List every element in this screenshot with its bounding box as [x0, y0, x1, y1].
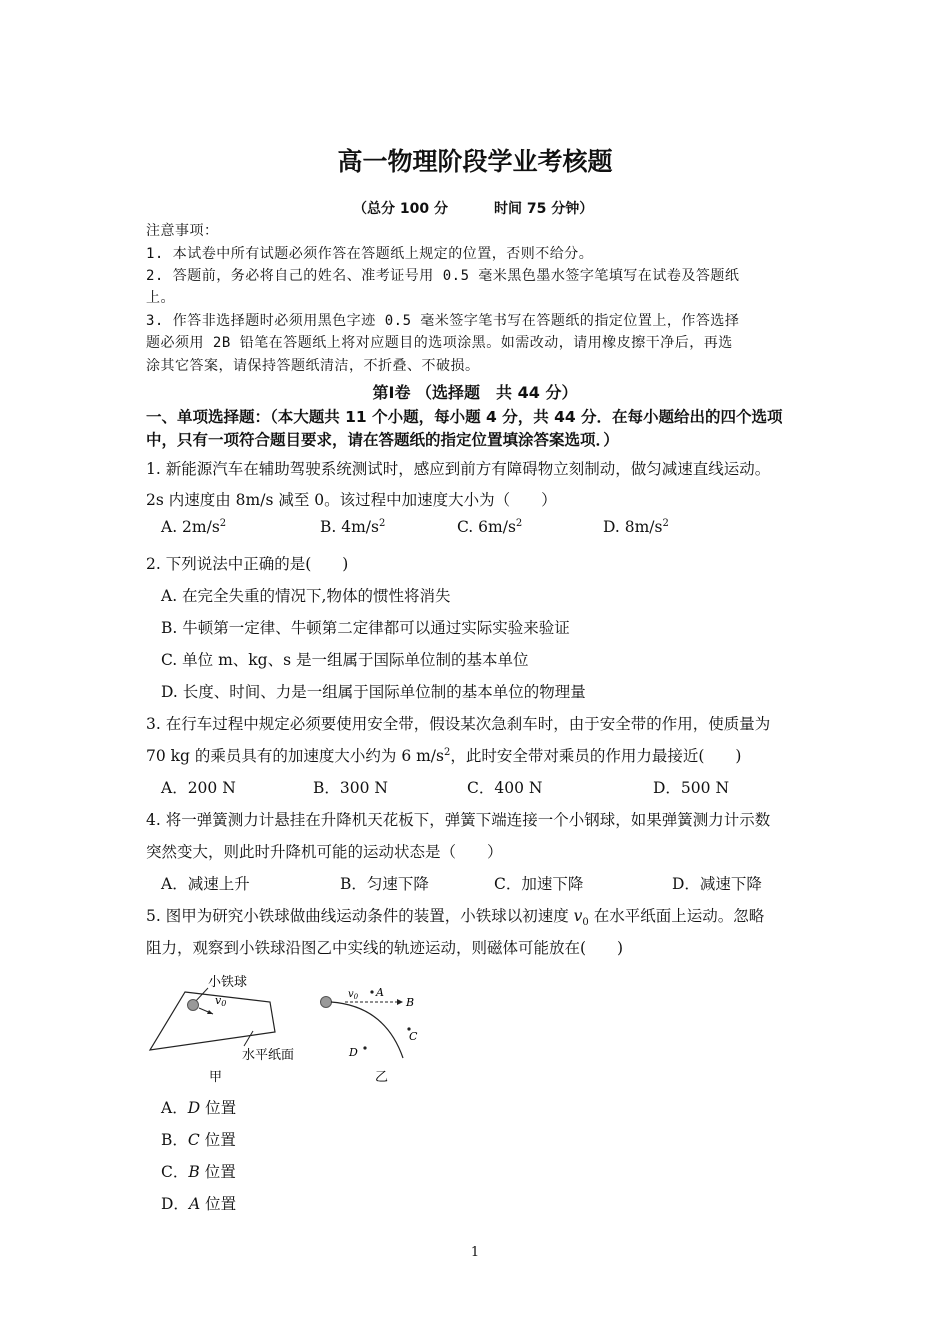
q2-option-d: D. 长度、时间、力是一组属于国际单位制的基本单位的物理量 — [161, 683, 586, 701]
q5-option-c: C．B 位置 — [161, 1163, 236, 1181]
note-line: 涂其它答案，请保持答题纸清洁，不折叠、不破损。 — [146, 358, 480, 374]
question-1-stem: 2s 内速度由 8m/s 减至 0。该过程中加速度大小为（ ） — [146, 491, 557, 509]
q2-option-c: C. 单位 m、kg、s 是一组属于国际单位制的基本单位 — [161, 651, 529, 669]
note-line: 3. 作答非选择题时必须用黑色字迹 0.5 毫米签字笔书写在答题纸的指定位置上，作答选择 — [146, 313, 740, 329]
q5-option-b: B．C 位置 — [161, 1131, 236, 1149]
q3-option-a: A．200 N — [161, 779, 236, 797]
exam-info — [353, 198, 593, 218]
paper-label: 水平纸面 — [242, 1048, 295, 1063]
exam-time: 时间 75 分钟） — [493, 201, 594, 217]
q3-option-d: D．500 N — [653, 779, 730, 797]
trajectory-curve — [331, 1002, 403, 1058]
ball-label: 小铁球 — [208, 975, 248, 990]
q5-option-a: A．D 位置 — [161, 1099, 237, 1117]
q4-option-a: A．减速上升 — [161, 875, 250, 893]
question-2-stem: 2. 下列说法中正确的是( ) — [146, 555, 349, 573]
page-number: 1 — [470, 1245, 480, 1260]
section-title: 第Ⅰ卷 （选择题 共 44 分） — [372, 383, 578, 402]
q1-option-a: A. $2m/s^2$ — [161, 518, 227, 536]
paper-leader-line — [244, 1031, 253, 1046]
question-3-stem: 3. 在行车过程中规定必须要使用安全带，假设某次急刹车时，由于安全带的作用，使质量为 — [146, 715, 771, 733]
figure-yi — [315, 980, 435, 1090]
part-instructions: 一、单项选择题：（本大题共 11 个小题，每小题 4 分，共 44 分．在每小题给出的四个选项 — [146, 408, 783, 426]
point-d — [363, 1046, 366, 1049]
label-c: C — [409, 1030, 418, 1043]
q1-option-d: D. $8m/s^2$ — [603, 518, 669, 536]
dashed-arrowhead — [397, 999, 403, 1005]
figure-jia-caption: 甲 — [209, 1070, 223, 1085]
question-4-stem: 4. 将一弹簧测力计悬挂在升降机天花板下，弹簧下端连接一个小钢球，如果弹簧测力计示数 — [146, 811, 771, 829]
q2-option-a: A. 在完全失重的情况下,物体的惯性将消失 — [161, 587, 451, 605]
v0-label: v0 — [215, 994, 227, 1008]
q5-option-d: D．A 位置 — [161, 1195, 237, 1213]
iron-ball — [188, 1000, 199, 1011]
label-a: A — [376, 986, 384, 999]
page-title: 高一物理阶段学业考核题 — [337, 147, 613, 176]
total-score: （总分 100 分 — [353, 201, 448, 217]
q4-option-d: D．减速下降 — [672, 875, 762, 893]
question-4-stem: 突然变大，则此时升降机可能的运动状态是（ ） — [146, 843, 503, 861]
figure-yi-caption: 乙 — [375, 1070, 389, 1085]
point-a — [370, 990, 373, 993]
question-5-stem: 阻力，观察到小铁球沿图乙中实线的轨迹运动，则磁体可能放在( ) — [146, 939, 624, 957]
note-line: 1. 本试卷中所有试题必须作答在答题纸上规定的位置，否则不给分。 — [146, 246, 594, 262]
q1-option-c: C. $6m/s^2$ — [457, 518, 523, 536]
q4-option-b: B．匀速下降 — [340, 875, 429, 893]
label-b: B — [406, 996, 415, 1009]
label-d: D — [349, 1046, 358, 1059]
q3-option-c: C．400 N — [467, 779, 543, 797]
notes-heading: 注意事项： — [146, 223, 219, 239]
question-3-stem: 70 kg 的乘员具有的加速度大小约为 6 $m/s^2$，此时安全带对乘员的作用力最接近( ) — [146, 747, 742, 765]
note-line: 2. 答题前，务必将自己的姓名、准考证号用 0.5 毫米黑色墨水签字笔填写在试卷及答题纸 — [146, 268, 740, 284]
q4-option-c: C．加速下降 — [494, 875, 584, 893]
note-line: 上。 — [146, 290, 175, 306]
iron-ball — [321, 997, 332, 1008]
question-5-stem: 5. 图甲为研究小铁球做曲线运动条件的装置，小铁球以初速度 $v_0$ 在水平纸面上运动。忽略 — [146, 907, 765, 929]
q2-option-b: B. 牛顿第一定律、牛顿第二定律都可以通过实际实验来验证 — [161, 619, 570, 637]
figure-jia — [145, 970, 315, 1090]
question-1-stem: 1. 新能源汽车在辅助驾驶系统测试时，感应到前方有障碍物立刻制动，做匀减速直线运动。 — [146, 460, 771, 478]
part-instructions: 中，只有一项符合题目要求，请在答题纸的指定位置填涂答案选项．） — [146, 431, 619, 449]
v0-label: $v_0$ — [348, 989, 359, 1001]
note-line: 题必须用 2B 铅笔在答题纸上将对应题目的选项涂黑。如需改动，请用橡皮擦干净后，再选 — [146, 335, 733, 351]
horizontal-paper-shape — [150, 992, 275, 1050]
q3-option-b: B．300 N — [313, 779, 388, 797]
q1-option-b: B. $4m/s^2$ — [320, 518, 386, 536]
